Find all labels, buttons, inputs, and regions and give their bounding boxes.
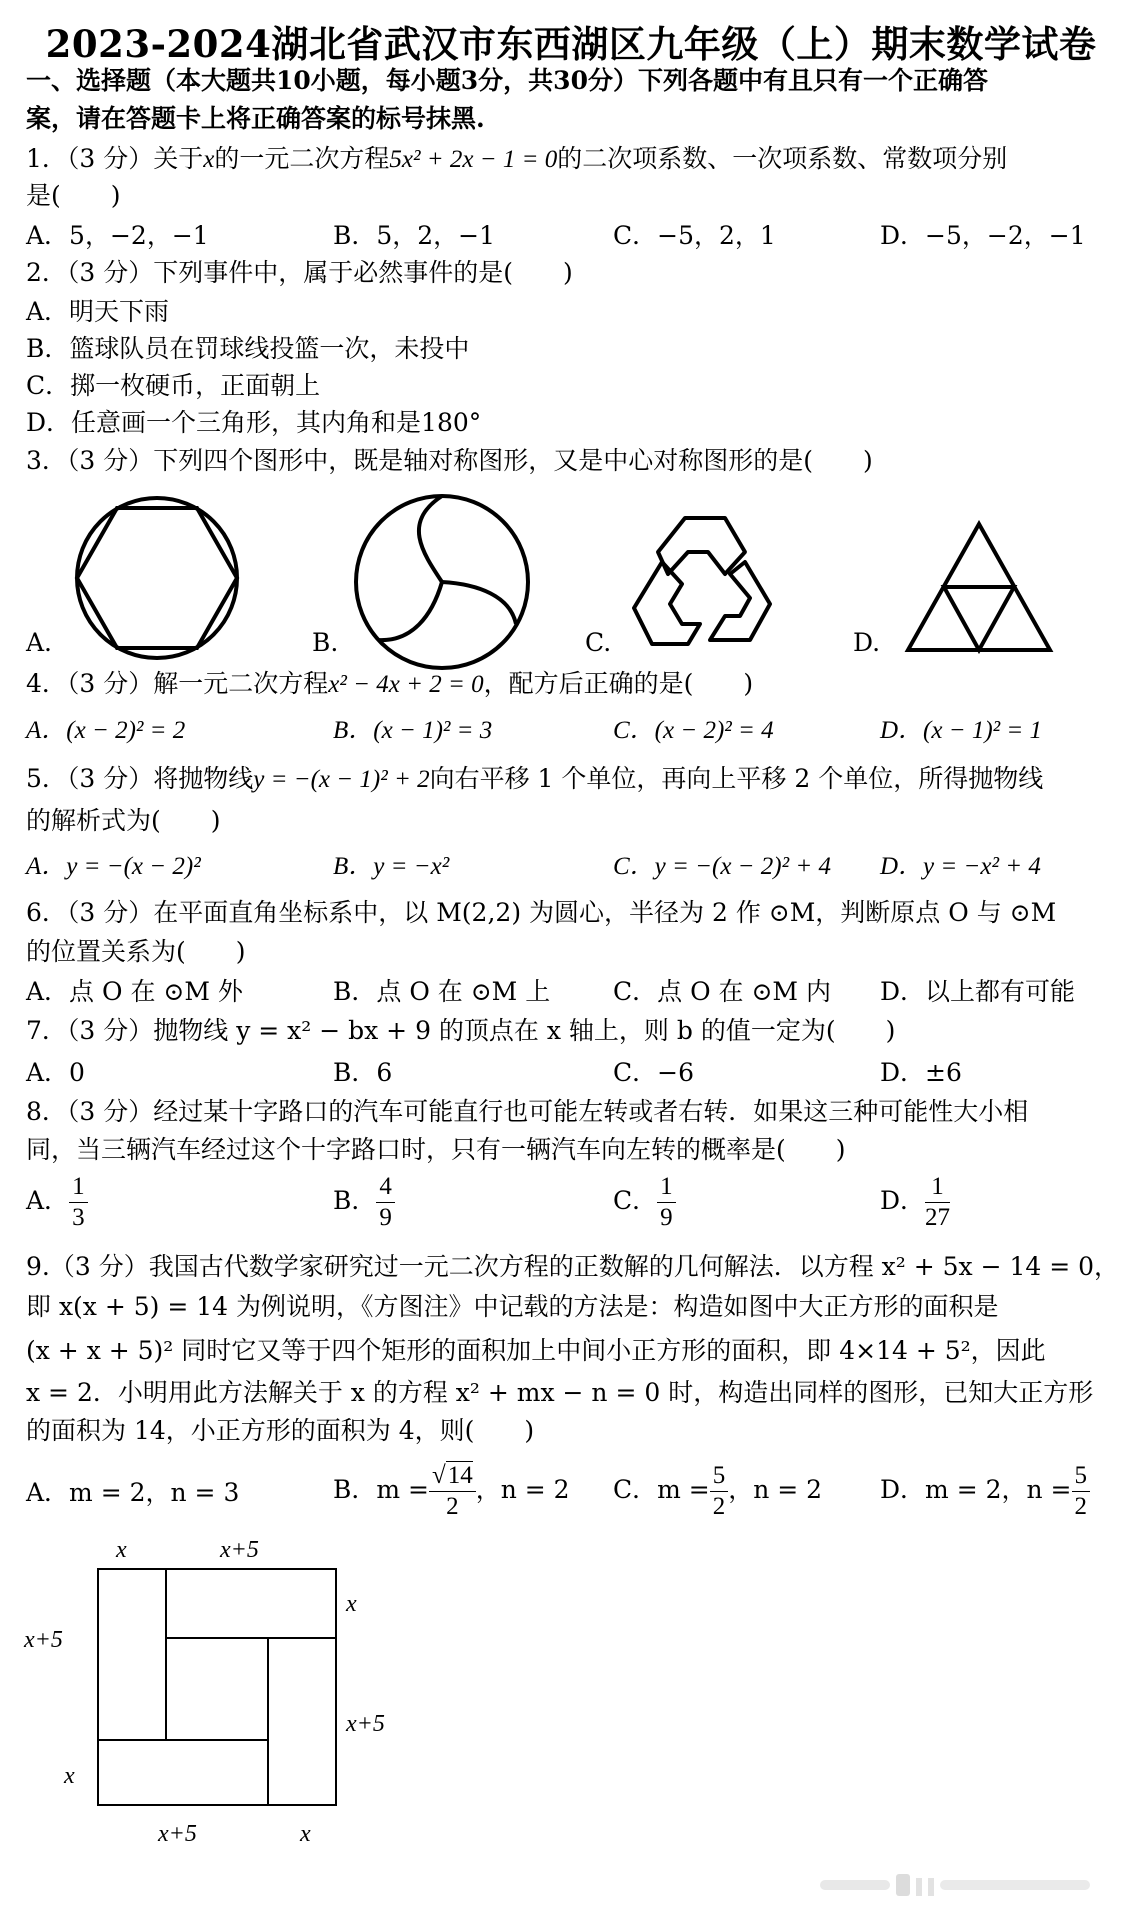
q5-stem-line-2: 的解析式为( ) bbox=[26, 806, 221, 835]
q8-fraction-b bbox=[376, 1172, 395, 1233]
q8-option-b bbox=[333, 1172, 395, 1233]
q7-option-c: C．−6 bbox=[613, 1058, 694, 1087]
q8-fraction-d bbox=[925, 1172, 950, 1233]
q5-option-b: B．y = −x² bbox=[333, 853, 450, 880]
q3c-piece-2 bbox=[710, 562, 770, 640]
q5-option-d: D．y = −x² + 4 bbox=[880, 853, 1041, 880]
q8-option-d bbox=[880, 1172, 950, 1233]
q9-option-a: A．m = 2，n = 3 bbox=[26, 1478, 240, 1507]
q1-option-d: D．−5，−2，−1 bbox=[880, 221, 1086, 250]
q9-b-suffix: ，n = 2 bbox=[475, 1475, 570, 1504]
q7-option-b: B．6 bbox=[333, 1058, 393, 1087]
q8-stem-line-2: 同，当三辆汽车经过这个十字路口时，只有一辆汽车向左转的概率是( ) bbox=[26, 1135, 846, 1164]
q9-label-right-x5: x+5 bbox=[346, 1711, 385, 1737]
q1-text-a: 1．（3 分）关于 bbox=[26, 144, 204, 173]
q1-option-c: C．−5，2，1 bbox=[613, 221, 776, 250]
section-header-line-1: 一、选择题（本大题共10小题，每小题3分，共30分）下列各题中有且只有一个正确答 bbox=[26, 66, 988, 95]
q3-label-b: B. bbox=[312, 628, 339, 657]
q2-option-a: A．明天下雨 bbox=[26, 297, 170, 326]
q7-option-d: D．±6 bbox=[880, 1058, 962, 1087]
q3b-arm-2 bbox=[442, 582, 516, 624]
q9-stem-line-4: x = 2．小明用此方法解关于 x 的方程 x² + mx − n = 0 时，构造出同样的图形，已知大正方形 bbox=[26, 1378, 1094, 1407]
q6-option-d: D．以上都有可能 bbox=[880, 977, 1076, 1006]
q8-den-a: 3 bbox=[72, 1204, 85, 1231]
q8-stem-line-1: 8．（3 分）经过某十字路口的汽车可能直行也可能左转或者右转．如果这三种可能性大小相 bbox=[26, 1097, 1029, 1126]
q5-stem-line-1 bbox=[26, 764, 1043, 795]
q6-stem-line-1: 6．（3 分）在平面直角坐标系中，以 M(2,2) 为圆心，半径为 2 作 ⊙M，判断原点 O 与 ⊙M bbox=[26, 898, 1057, 927]
q9-figure bbox=[20, 1525, 440, 1855]
q9-option-d bbox=[880, 1461, 1090, 1522]
q8-num-d: 1 bbox=[925, 1172, 950, 1203]
q2-option-c: C．掷一枚硬币，正面朝上 bbox=[26, 371, 321, 400]
q6-option-c: C．点 O 在 ⊙M 内 bbox=[613, 977, 831, 1006]
q1-equation: 5x² + 2x − 1 = 0 bbox=[389, 146, 558, 173]
q3a-circle bbox=[77, 498, 237, 658]
q5-text-b: 向右平移 1 个单位，再向上平移 2 个单位，所得抛物线 bbox=[429, 764, 1044, 793]
q9-label-right-x: x bbox=[346, 1591, 357, 1617]
q3-label-a: A. bbox=[26, 628, 53, 657]
q1-option-b: B．5，2，−1 bbox=[333, 221, 496, 250]
q1-text-c: 的二次项系数、一次项系数、常数项分别 bbox=[557, 144, 1008, 173]
q6-stem-line-2: 的位置关系为( ) bbox=[26, 937, 246, 966]
q8-num-a: 1 bbox=[69, 1172, 88, 1203]
q9-b-radicand: 14 bbox=[447, 1462, 473, 1489]
q8-letter-a: A． bbox=[26, 1186, 70, 1215]
q9-label-left-x: x bbox=[64, 1763, 75, 1789]
exam-title: 2023-2024湖北省武汉市东西湖区九年级（上）期末数学试卷 bbox=[45, 22, 1097, 66]
q3a-hexagon bbox=[77, 508, 237, 648]
q9-b-num: √14 bbox=[429, 1461, 476, 1492]
q3-figure-c bbox=[630, 512, 780, 652]
q4-option-d: D．(x − 1)² = 1 bbox=[880, 717, 1043, 744]
q9-stem-line-2: 即 x(x + 5) = 14 为例说明，《方图注》中记载的方法是：构造如图中大正方形的面积是 bbox=[26, 1292, 999, 1321]
q3-figure-d bbox=[904, 520, 1054, 654]
q1-text-b: 的一元二次方程 bbox=[214, 144, 390, 173]
q5-equation: y = −(x − 1)² + 2 bbox=[253, 766, 430, 793]
q5-option-c: C．y = −(x − 2)² + 4 bbox=[613, 853, 831, 880]
q2-stem: 2．（3 分）下列事件中，属于必然事件的是( ) bbox=[26, 258, 573, 287]
q3b-arm-3 bbox=[378, 582, 442, 640]
q7-stem: 7．（3 分）抛物线 y = x² − bx + 9 的顶点在 x 轴上，则 b 的值一定为( ) bbox=[26, 1016, 896, 1045]
q8-num-c: 1 bbox=[657, 1172, 676, 1203]
q9-option-c bbox=[613, 1461, 822, 1522]
q1-stem-line-1 bbox=[26, 144, 1007, 175]
q9-label-bottom-x5: x+5 bbox=[158, 1821, 197, 1847]
q4-equation: x² − 4x + 2 = 0 bbox=[328, 671, 484, 698]
q8-letter-b: B． bbox=[333, 1186, 377, 1215]
q3d-inner-triangle bbox=[944, 587, 1014, 650]
q8-letter-c: C． bbox=[613, 1186, 658, 1215]
q5-option-a: A．y = −(x − 2)² bbox=[26, 853, 201, 880]
q2-option-b: B．篮球队员在罚球线投篮一次，未投中 bbox=[26, 334, 470, 363]
q4-option-b: B．(x − 1)² = 3 bbox=[333, 717, 493, 744]
q9-c-num: 5 bbox=[710, 1461, 729, 1492]
q3-figure-a bbox=[72, 496, 242, 661]
q9-c-prefix: C．m = bbox=[613, 1475, 710, 1504]
section-header-line-2: 案，请在答题卡上将正确答案的标号抹黑. bbox=[26, 104, 485, 133]
q9-stem-line-1: 9.（3 分）我国古代数学家研究过一元二次方程的正数解的几何解法．以方程 x² + 5x − 14 = 0， bbox=[26, 1252, 1120, 1281]
q1-var: x bbox=[203, 146, 215, 173]
q9-outer-square bbox=[98, 1569, 336, 1805]
q4-option-c: C．(x − 2)² = 4 bbox=[613, 717, 774, 744]
q3-stem: 3．（3 分）下列四个图形中，既是轴对称图形，又是中心对称图形的是( ) bbox=[26, 446, 873, 475]
q1-stem-line-2: 是( ) bbox=[26, 181, 121, 210]
q8-fraction-c bbox=[657, 1172, 676, 1233]
q9-c-den: 2 bbox=[712, 1493, 726, 1520]
q6-option-a: A．点 O 在 ⊙M 外 bbox=[26, 977, 243, 1006]
q4-text-a: 4．（3 分）解一元二次方程 bbox=[26, 669, 329, 698]
q8-num-b: 4 bbox=[376, 1172, 395, 1203]
q9-c-fraction bbox=[710, 1461, 729, 1522]
q4-option-a: A．(x − 2)² = 2 bbox=[26, 717, 186, 744]
q9-b-prefix: B．m = bbox=[333, 1475, 429, 1504]
q8-fraction-a bbox=[69, 1172, 88, 1233]
q9-stem-line-3: (x + x + 5)² 同时它又等于四个矩形的面积加上中间小正方形的面积，即 4×14 + 5²，因此 bbox=[26, 1336, 1046, 1365]
q3-label-d: D. bbox=[853, 628, 881, 657]
q9-label-left-x5: x+5 bbox=[24, 1627, 63, 1653]
q3-figure-b bbox=[352, 492, 532, 672]
q8-den-b: 9 bbox=[379, 1204, 392, 1231]
q7-option-a: A．0 bbox=[26, 1058, 85, 1087]
q8-option-a bbox=[26, 1172, 88, 1233]
q9-d-den: 2 bbox=[1074, 1493, 1087, 1520]
q9-d-num: 5 bbox=[1072, 1461, 1091, 1492]
q9-b-fraction bbox=[429, 1461, 476, 1522]
q4-text-b: ，配方后正确的是( ) bbox=[483, 669, 754, 698]
watermark-graphic bbox=[820, 1870, 1120, 1900]
q4-stem bbox=[26, 669, 753, 700]
q9-d-prefix: D．m = 2，n = bbox=[880, 1475, 1072, 1504]
q9-stem-line-5: 的面积为 14，小正方形的面积为 4，则( ) bbox=[26, 1416, 535, 1445]
q8-option-c bbox=[613, 1172, 676, 1233]
q2-option-d: D．任意画一个三角形，其内角和是180° bbox=[26, 408, 482, 437]
q9-label-bottom-x: x bbox=[300, 1821, 311, 1847]
q6-option-b: B．点 O 在 ⊙M 上 bbox=[333, 977, 551, 1006]
q3-label-c: C. bbox=[585, 628, 612, 657]
q5-text-a: 5．（3 分）将抛物线 bbox=[26, 764, 254, 793]
q9-label-top-x5: x+5 bbox=[220, 1537, 259, 1563]
q3c-piece-1 bbox=[658, 518, 745, 574]
q9-b-den: 2 bbox=[446, 1493, 459, 1520]
q9-option-b bbox=[333, 1461, 570, 1522]
q9-d-fraction bbox=[1072, 1461, 1091, 1522]
q8-letter-d: D． bbox=[880, 1186, 926, 1215]
q8-den-c: 9 bbox=[660, 1204, 673, 1231]
q1-option-a: A．5，−2，−1 bbox=[26, 221, 209, 250]
q3b-arm-1 bbox=[419, 496, 442, 582]
q9-c-suffix: ，n = 2 bbox=[728, 1475, 823, 1504]
q9-label-top-x: x bbox=[116, 1537, 127, 1563]
q8-den-d: 27 bbox=[925, 1204, 951, 1231]
